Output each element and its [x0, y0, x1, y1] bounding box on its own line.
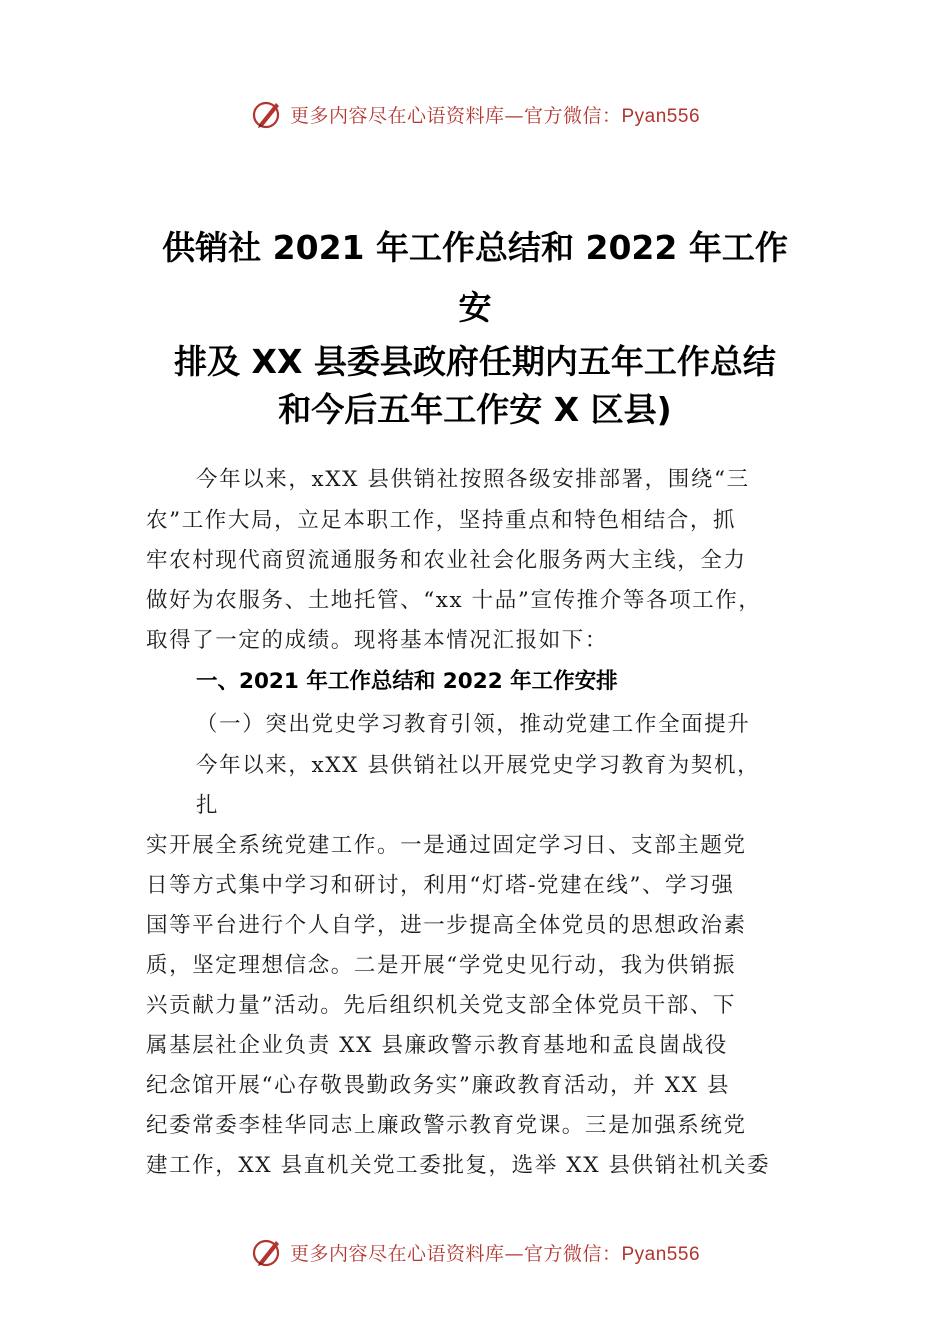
intro-line-3: 牢农村现代商贸流通服务和农业社会化服务两大主线，全力	[146, 548, 747, 573]
pen-logo-icon	[250, 97, 284, 131]
intro-line-5: 取得了一定的成绩。现将基本情况汇报如下：	[146, 628, 609, 653]
document-title-line-3: 排及 XX 县委县政府任期内五年工作总结	[174, 342, 776, 381]
header-banner	[0, 94, 950, 134]
pen-logo-icon	[250, 1235, 284, 1269]
document-title-line-1: 供销社 2021 年工作总结和 2022 年工作	[162, 228, 788, 267]
body-line-6: 质，坚定理想信念。二是开展“学党史见行动，我为供销振	[146, 953, 737, 978]
document-title-line-2: 安	[458, 288, 492, 327]
footer-banner	[0, 1232, 950, 1272]
banner-text: 更多内容尽在心语资料库—官方微信：Pyan556	[289, 104, 701, 127]
banner-account: Pyan556	[621, 105, 701, 127]
body-line-11: 建工作，XX 县直机关党工委批复，选举 XX 县供销社机关委	[146, 1153, 771, 1178]
intro-line-4: 做好为农服务、土地托管、“xx 十品”宣传推介等各项工作，	[146, 588, 762, 613]
body-line-9: 纪念馆开展“心存敬畏勤政务实”廉政教育活动，并 XX 县	[146, 1073, 731, 1098]
body-line-3: 实开展全系统党建工作。一是通过固定学习日、支部主题党	[146, 833, 747, 858]
body-line-10: 纪委常委李桂华同志上廉政警示教育党课。三是加强系统党	[146, 1113, 747, 1138]
banner-account: Pyan556	[621, 1243, 701, 1265]
intro-line-2: 农”工作大局，立足本职工作，坚持重点和特色相结合，抓	[146, 508, 737, 533]
body-line-4: 日等方式集中学习和研讨，利用“灯塔-党建在线”、学习强	[146, 873, 735, 898]
banner-text: 更多内容尽在心语资料库—官方微信：Pyan556	[289, 1242, 701, 1265]
body-line-1: 今年以来，xXX 县供销社以开展党史学习教育为契机，	[196, 753, 761, 778]
section-heading: 一、2021 年工作总结和 2022 年工作安排	[196, 669, 618, 694]
document-title-line-4: 和今后五年工作安 X 区县)	[278, 390, 672, 429]
subsection-heading: （一）突出党史学习教育引领，推动党建工作全面提升	[196, 712, 751, 737]
body-line-7: 兴贡献力量”活动。先后组织机关党支部全体党员干部、下	[146, 993, 737, 1018]
body-line-8: 属基层社企业负责 XX 县廉政警示教育基地和孟良崮战役	[146, 1033, 728, 1058]
body-line-5: 国等平台进行个人自学，进一步提高全体党员的思想政治素	[146, 913, 747, 938]
intro-line-1: 今年以来，xXX 县供销社按照各级安排部署，围绕“三	[196, 467, 750, 492]
body-line-2: 扎	[196, 793, 220, 818]
